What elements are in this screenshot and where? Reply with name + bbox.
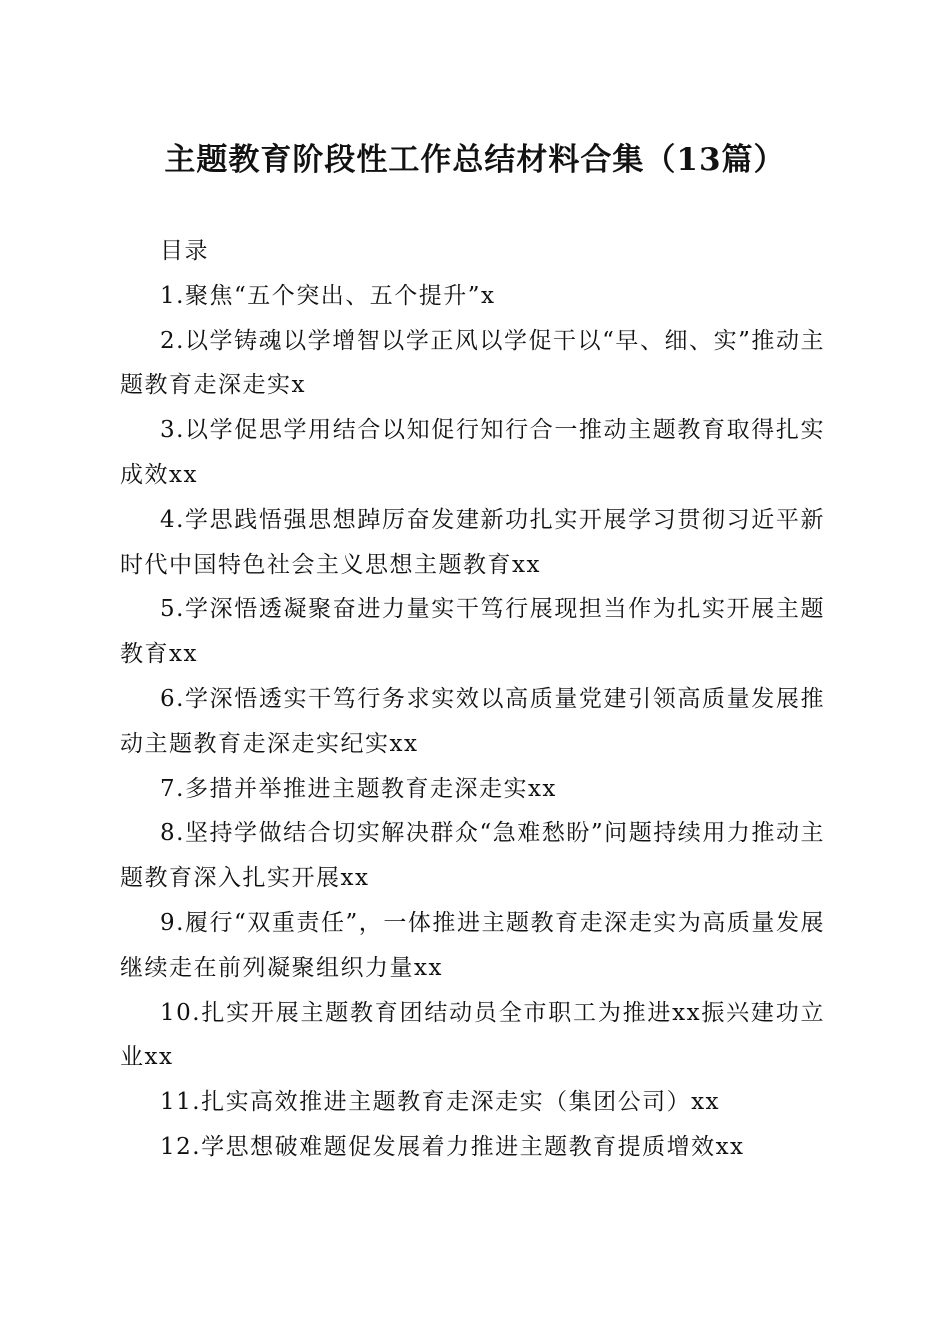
toc-item-10: 10.扎实开展主题教育团结动员全市职工为推进xx振兴建功立业xx — [120, 999, 825, 1071]
toc-item-9: 9.履行“双重责任”，一体推进主题教育走深走实为高质量发展继续走在前列凝聚组织力量xx — [120, 909, 825, 981]
toc-item-5: 5.学深悟透凝聚奋进力量实干笃行展现担当作为扎实开展主题教育xx — [120, 596, 825, 668]
toc-item-3: 3.以学促思学用结合以知促行知行合一推动主题教育取得扎实成效xx — [120, 417, 825, 488]
toc-item-7: 7.多措并举推进主题教育走深走实xx — [160, 775, 557, 802]
document-title: 主题教育阶段性工作总结材料合集（13篇） — [164, 142, 786, 178]
toc-list — [120, 274, 825, 1170]
toc-item-6: 6.学深悟透实干笃行务求实效以高质量党建引领高质量发展推动主题教育走深走实纪实xx — [120, 685, 825, 757]
toc-item-11: 11.扎实高效推进主题教育走深走实（集团公司）xx — [160, 1089, 721, 1116]
toc-item-4: 4.学思践悟强思想踔厉奋发建新功扎实开展学习贯彻习近平新时代中国特色社会主义思想主题教育xx — [120, 506, 825, 578]
table-of-contents — [120, 229, 825, 1170]
toc-heading: 目录 — [160, 238, 209, 264]
toc-item-1: 1.聚焦“五个突出、五个提升”x — [160, 282, 496, 309]
toc-item-2: 2.以学铸魂以学增智以学正风以学促干以“早、细、实”推动主题教育走深走实x — [120, 327, 825, 399]
toc-item-12: 12.学思想破难题促发展着力推进主题教育提质增效xx — [160, 1133, 745, 1160]
toc-item-8: 8.坚持学做结合切实解决群众“急难愁盼”问题持续用力推动主题教育深入扎实开展xx — [120, 820, 825, 892]
